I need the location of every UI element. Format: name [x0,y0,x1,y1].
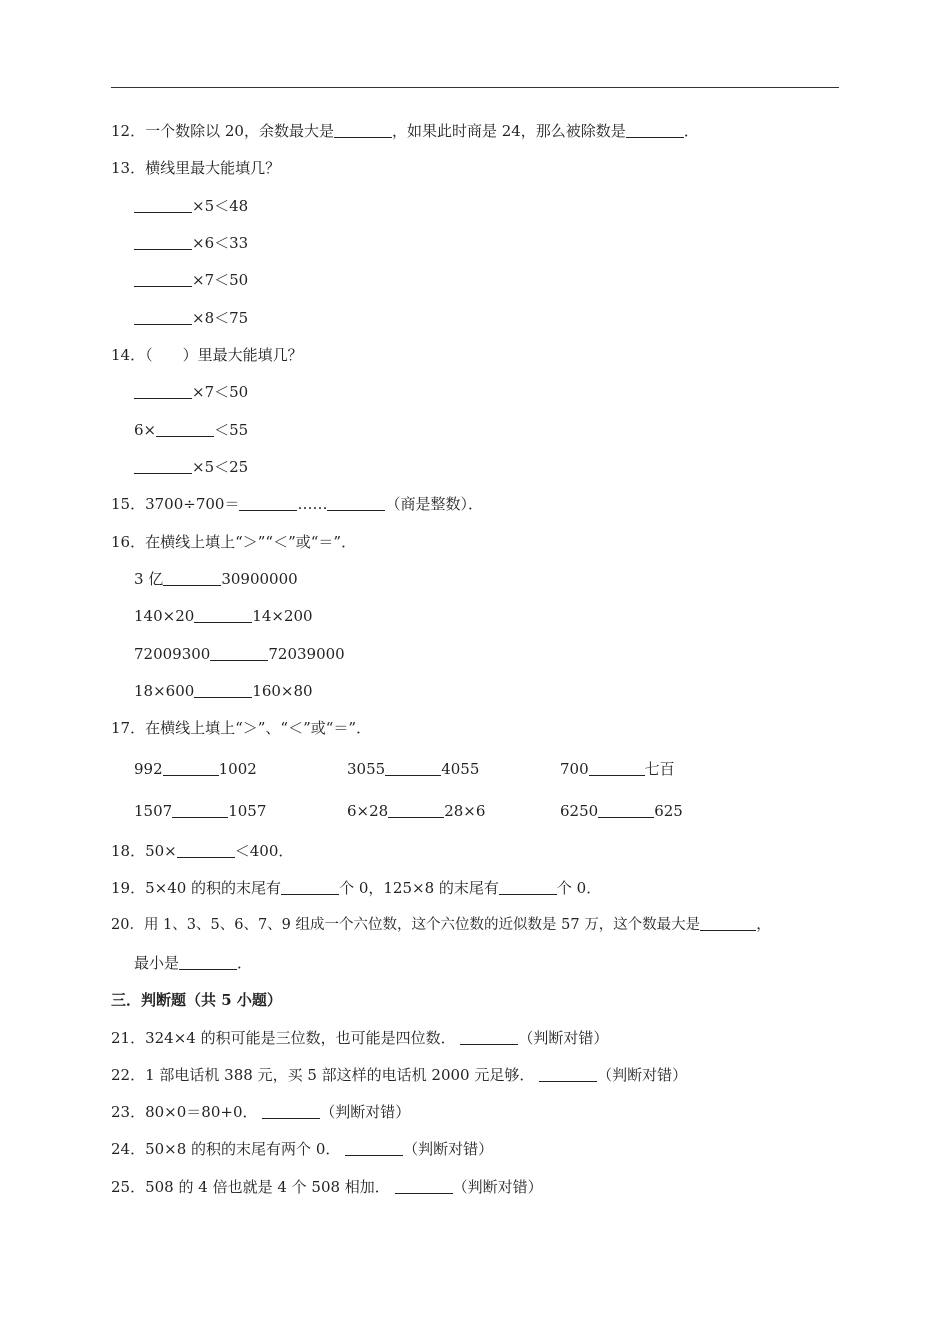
q15-text-b: …… [297,495,328,513]
q16-blank-1[interactable] [163,571,221,586]
q19-blank-2[interactable] [499,880,557,895]
q13-blank-4[interactable] [134,310,192,325]
q17-blank-1[interactable] [163,761,219,776]
question-12 [111,121,699,141]
q16-blank-2[interactable] [194,608,252,623]
question-20 [111,915,771,935]
q23-hint: （判断对错） [320,1103,411,1121]
q13-item-3 [134,270,248,290]
q17-r2-c1-right: 1057 [228,802,267,820]
question-16-title: 16．在横线上填上“＞”“＜”或“＝”． [111,533,357,551]
q16-row-1-left: 3 亿 [134,570,164,588]
q17-r1-c3-right: 七百 [644,760,675,778]
q17-blank-3[interactable] [589,761,645,776]
q20-blank-1[interactable] [700,916,756,931]
q24-blank[interactable] [345,1141,403,1156]
q13-item-4-text: ×8＜75 [192,309,249,327]
q19-blank-1[interactable] [281,880,339,895]
q16-row-2 [134,606,313,626]
question-22 [111,1065,687,1085]
q14-blank-3[interactable] [134,459,192,474]
q17-r2-c2 [347,801,485,821]
q14-blank-1[interactable] [134,384,192,399]
question-15 [111,494,483,514]
q12-text-c: ． [683,122,699,140]
q17-r1-c3-left: 700 [560,760,589,778]
question-24 [111,1139,493,1159]
question-17-title: 17．在横线上填上“＞”、“＜”或“＝”． [111,719,372,737]
q18-blank[interactable] [177,843,235,858]
q15-text-a: 15．3700÷700＝ [111,495,240,513]
q13-blank-3[interactable] [134,272,192,287]
q17-r2-c1 [134,801,266,821]
q13-item-4 [134,308,248,328]
q18-text-a: 18．50× [111,842,177,860]
q19-text-b: 个 0，125×8 的末尾有 [339,879,499,897]
q25-text: 25．508 的 4 倍也就是 4 个 508 相加． [111,1178,390,1196]
q17-blank-2[interactable] [385,761,441,776]
q22-text: 22．1 部电话机 388 元，买 5 部这样的电话机 2000 元足够． [111,1066,535,1084]
q17-blank-5[interactable] [388,803,444,818]
q16-row-4-left: 18×600 [134,682,195,700]
q16-blank-3[interactable] [210,646,268,661]
q25-blank[interactable] [395,1179,453,1194]
q17-r1-c2 [347,759,479,779]
question-19 [111,878,601,898]
q16-row-3 [134,644,345,664]
q17-r1-c1-right: 1002 [218,760,257,778]
q17-r1-c1-left: 992 [134,760,163,778]
q15-blank-2[interactable] [327,496,385,511]
q17-r2-c2-left: 6×28 [347,802,389,820]
q21-hint: （判断对错） [518,1029,609,1047]
q12-text-a: 12．一个数除以 20，余数最大是 [111,122,334,140]
q16-row-4-right: 160×80 [252,682,313,700]
q13-item-3-text: ×7＜50 [192,271,249,289]
q17-r2-c3-right: 625 [654,802,683,820]
q17-r1-c2-left: 3055 [347,760,386,778]
q14-item-3-text: ×5＜25 [192,458,249,476]
q12-blank-1[interactable] [334,123,392,138]
q20-text-a: 20．用 1、3、5、6、7、9 组成一个六位数，这个六位数的近似数是 57 万，这个数最大是 [111,917,701,933]
q16-row-4 [134,681,313,701]
q14-item-2-text-a: 6× [134,421,157,439]
q22-hint: （判断对错） [597,1066,688,1084]
q15-text-c: （商是整数）． [385,495,483,513]
q16-row-1 [134,569,298,589]
q14-item-1-text: ×7＜50 [192,383,249,401]
q17-r1-c3 [560,759,675,779]
q16-row-2-right: 14×200 [252,607,313,625]
q14-item-2-text-b: ＜55 [214,421,249,439]
q17-blank-4[interactable] [172,803,228,818]
q20-blank-2[interactable] [179,955,237,970]
question-25 [111,1177,543,1197]
q17-blank-6[interactable] [598,803,654,818]
question-20-line-2 [134,953,252,973]
q24-hint: （判断对错） [403,1140,494,1158]
question-21 [111,1028,608,1048]
q13-item-2 [134,233,248,253]
q21-text: 21．324×4 的积可能是三位数，也可能是四位数． [111,1029,456,1047]
q16-blank-4[interactable] [194,683,252,698]
section-3-heading: 三．判断题（共 5 小题） [111,991,282,1009]
q13-item-1-text: ×5＜48 [192,197,249,215]
q17-r2-c2-right: 28×6 [444,802,486,820]
q19-text-c: 个 0． [556,879,602,897]
q15-blank-1[interactable] [239,496,297,511]
question-14-title: 14．（ ）里最大能填几？ [111,346,303,364]
question-23 [111,1102,410,1122]
q25-hint: （判断对错） [452,1178,543,1196]
q14-blank-2[interactable] [156,422,214,437]
q12-text-b: ，如果此时商是 24，那么被除数是 [391,122,626,140]
q17-r1-c2-right: 4055 [441,760,480,778]
q13-item-2-text: ×6＜33 [192,234,249,252]
q20-text-c: 最小是 [134,954,180,972]
q20-text-d: ． [237,954,253,972]
question-18 [111,841,293,861]
q16-row-2-left: 140×20 [134,607,195,625]
q18-text-b: ＜400． [234,842,294,860]
q20-text-b: ， [756,917,771,933]
q19-text-a: 19．5×40 的积的末尾有 [111,879,282,897]
q17-r2-c3 [560,801,683,821]
q23-text: 23．80×0＝80+0． [111,1103,258,1121]
q24-text: 24．50×8 的积的末尾有两个 0． [111,1140,341,1158]
q22-blank[interactable] [539,1067,597,1082]
q13-blank-1[interactable] [134,198,192,213]
q16-row-3-left: 72009300 [134,645,211,663]
q16-row-1-right: 30900000 [221,570,298,588]
header-rule [111,87,839,88]
q14-item-2 [134,420,248,440]
q16-row-3-right: 72039000 [268,645,345,663]
q13-blank-2[interactable] [134,235,192,250]
q21-blank[interactable] [460,1030,518,1045]
q17-r1-c1 [134,759,257,779]
q23-blank[interactable] [262,1104,320,1119]
q14-item-1 [134,382,248,402]
q12-blank-2[interactable] [626,123,684,138]
q14-item-3 [134,457,248,477]
q13-item-1 [134,196,248,216]
question-13-title: 13．横线里最大能填几？ [111,159,281,177]
q17-r2-c3-left: 6250 [560,802,599,820]
q17-r2-c1-left: 1507 [134,802,173,820]
